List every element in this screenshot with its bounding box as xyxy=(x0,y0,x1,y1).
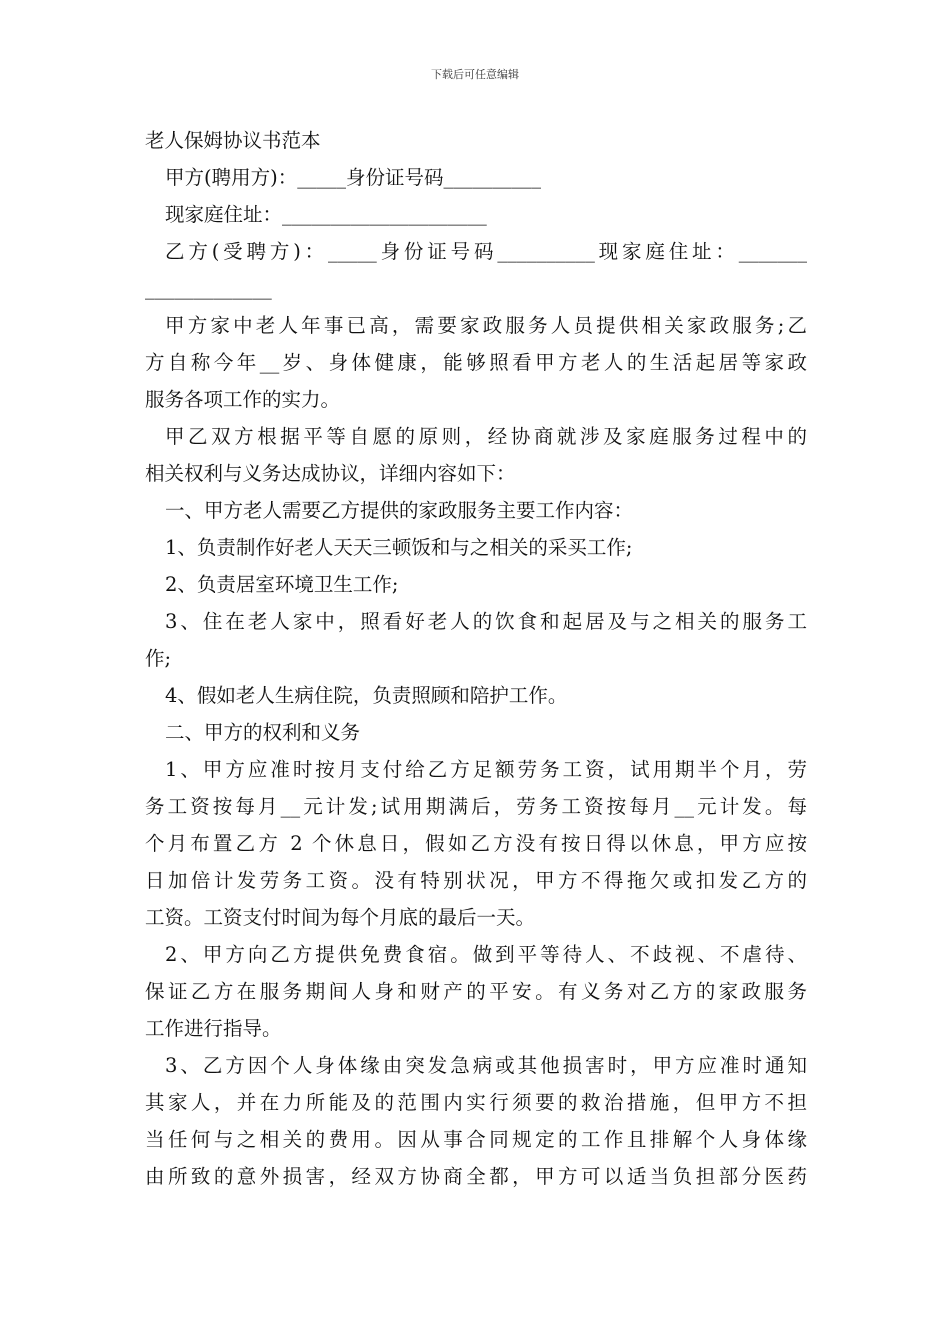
text-line: 相关权利与义务达成协议，详细内容如下： xyxy=(145,462,516,485)
text-line: 日加倍计发劳务工资。没有特别状况，甲方不得拖欠或扣发乙方的 xyxy=(145,869,807,892)
text-line: 方自称今年__岁、身体健康，能够照看甲方老人的生活起居等家政 xyxy=(145,351,807,374)
text-line: 保证乙方在服务期间人身和财产的平安。有义务对乙方的家政服务 xyxy=(145,980,807,1003)
text-line: 甲方(聘用方)：_____身份证号码__________ xyxy=(165,166,541,189)
text-line: 现家庭住址：_____________________ xyxy=(165,203,487,226)
text-line: 甲乙双方根据平等自愿的原则，经协商就涉及家庭服务过程中的 xyxy=(165,425,807,448)
text-line: 其家人，并在力所能及的范围内实行须要的救治措施，但甲方不担 xyxy=(145,1091,807,1114)
text-line: 一、甲方老人需要乙方提供的家政服务主要工作内容： xyxy=(165,499,634,522)
text-line: 作; xyxy=(145,647,172,670)
text-line: 个月布置乙方 2 个休息日，假如乙方没有按日得以休息，甲方应按 xyxy=(145,832,807,855)
text-line: 当任何与之相关的费用。因从事合同规定的工作且排解个人身体缘 xyxy=(145,1128,807,1151)
text-line: 甲方家中老人年事已高，需要家政服务人员提供相关家政服务;乙 xyxy=(165,314,807,337)
page-header-note: 下载后可任意编辑 xyxy=(431,68,519,81)
text-line: 1、负责制作好老人天天三顿饭和与之相关的采买工作; xyxy=(165,536,633,559)
text-line: 3、住在老人家中，照看好老人的饮食和起居及与之相关的服务工 xyxy=(165,610,807,633)
text-line: 务工资按每月__元计发;试用期满后，劳务工资按每月__元计发。每 xyxy=(145,795,807,818)
text-line: 由所致的意外损害，经双方协商全都，甲方可以适当负担部分医药 xyxy=(145,1165,807,1188)
text-line: 2、甲方向乙方提供免费食宿。做到平等待人、不歧视、不虐待、 xyxy=(165,943,807,966)
document-title: 老人保姆协议书范本 xyxy=(145,129,321,152)
text-line: _____________ xyxy=(145,277,272,300)
text-line: 服务各项工作的实力。 xyxy=(145,388,341,411)
text-line: 二、甲方的权利和义务 xyxy=(165,721,361,744)
text-line: 3、乙方因个人身体缘由突发急病或其他损害时，甲方应准时通知 xyxy=(165,1054,807,1077)
text-line: 4、假如老人生病住院，负责照顾和陪护工作。 xyxy=(165,684,568,707)
text-line: 工资。工资支付时间为每个月底的最后一天。 xyxy=(145,906,536,929)
text-line: 2、负责居室环境卫生工作; xyxy=(165,573,399,596)
text-line: 工作进行指导。 xyxy=(145,1017,282,1040)
text-line: 乙方(受聘方)：_____身份证号码__________现家庭住址：_______ xyxy=(165,240,807,263)
text-line: 1、甲方应准时按月支付给乙方足额劳务工资，试用期半个月，劳 xyxy=(165,758,807,781)
document-body xyxy=(145,122,807,1195)
